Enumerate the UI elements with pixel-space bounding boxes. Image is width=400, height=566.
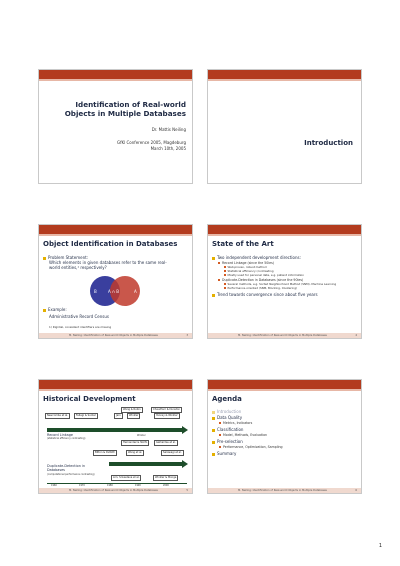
slide-state-of-the-art	[207, 224, 362, 339]
section-title: Introduction	[304, 139, 353, 147]
year-label: 1960	[51, 484, 57, 487]
year-label: 1970	[79, 484, 85, 487]
record-linkage-label: Record Linkage	[47, 433, 73, 437]
bullet-icon	[219, 434, 221, 436]
ref-box: Hernandez & Stolfo	[123, 441, 148, 444]
duplicate-detection-arrowhead	[182, 460, 188, 468]
slide-object-identification	[38, 224, 193, 339]
footer-text: M. Neiling: Identification of Real-world Objects in Multiple Databases	[238, 334, 327, 337]
conference: GfKl Conference 2005, Magdeburg	[117, 140, 186, 145]
presentation-title: Identification of Real-world Objects in Multiple Databases	[64, 100, 186, 118]
bullet-icon	[43, 309, 46, 312]
venn-label-a: A	[134, 289, 137, 294]
slide-title	[38, 69, 193, 184]
bullet-icon	[212, 294, 215, 297]
footer-text: M. Neiling: Identification of Real-world Objects in Multiple Databases	[238, 489, 327, 492]
list-item: Mostly used for personal data, e.g. patient information	[224, 273, 362, 277]
agenda-item: Summary	[212, 451, 360, 456]
list-item: Statistical efficiency (contrasting	[224, 269, 362, 273]
slide-footer	[208, 488, 361, 493]
slide-header-bar	[208, 380, 361, 389]
slide-number: 6	[355, 489, 357, 492]
ref-box: Wang et al.	[128, 451, 143, 454]
record-linkage-arrowhead	[182, 426, 188, 434]
year-label: 2000	[163, 484, 169, 487]
slide-number: 3	[186, 334, 188, 337]
list-item: Two independent development directions:	[212, 255, 360, 260]
agenda-subitem: Model, Methods, Evaluation	[219, 433, 362, 437]
slide-footer	[39, 333, 192, 338]
agenda-list	[212, 409, 360, 456]
list-item: Several methods, e.g. Sorted Neighborhood Method (SNM), Machine Learning	[224, 282, 354, 286]
ref-box: Wang & Rubin	[123, 408, 141, 411]
agenda-item: Classification	[212, 427, 360, 432]
ref-box: Fellegi & Sunter	[76, 414, 96, 417]
list-item: Well-proven, robust method	[224, 265, 362, 269]
agenda-subitem: Performance, Optimization, Sampling	[219, 445, 362, 449]
slide-footer	[208, 333, 361, 338]
ref-box: Chaudhuri & Dunston	[153, 408, 180, 411]
record-linkage-note: (statistical efficiency contrasting)	[47, 437, 86, 440]
duplicate-detection-arrow	[109, 462, 183, 466]
slide-header-bar	[39, 380, 192, 389]
problem-text: Which elements in given databases refer to the same real-world entities,¹ respectively?	[49, 260, 167, 270]
bullet-icon	[224, 266, 226, 268]
ref-box: Yancey & Winkler	[156, 414, 178, 417]
bullet-icon	[224, 283, 226, 285]
list-item: Trend towards convergence since about five years	[212, 292, 360, 297]
year-label: 1990	[135, 484, 141, 487]
duplicate-detection-note: (computational performance contrasting)	[47, 473, 95, 476]
ref-box: Winkler	[129, 414, 139, 417]
ref-box: Sarawagi et al.	[163, 451, 182, 454]
bullet-icon	[219, 446, 221, 448]
slide-header-bar	[208, 225, 361, 234]
slide-header-bar	[208, 70, 361, 79]
slide-introduction	[207, 69, 362, 184]
footer-text: M. Neiling: Identification of Real-world Objects in Multiple Databases	[69, 334, 158, 337]
list-item: Performance-oriented (SNM, Blocking, Clustering)	[224, 286, 362, 290]
footer-text: M. Neiling: Identification of Real-world Objects in Multiple Databases	[69, 489, 158, 492]
record-linkage-arrow	[47, 428, 183, 432]
bullet-icon	[218, 262, 220, 264]
list-item: Record Linkage (since the 50ies)	[218, 261, 362, 265]
problem-label: Problem Statement:	[43, 255, 88, 260]
agenda-subitem: Metrics, Indicators	[219, 421, 362, 425]
list-item: Duplicate-Detection in Databases (since the 90ies)	[218, 278, 362, 282]
slide-number: 5	[186, 489, 188, 492]
bullet-icon	[212, 417, 215, 420]
slide-number: 4	[355, 334, 357, 337]
bullet-icon	[212, 411, 215, 414]
date: March 10th, 2005	[150, 146, 186, 151]
ref-box: Bitton & DeWitt	[95, 451, 115, 454]
venn-label-b: B	[94, 289, 97, 294]
bullet-icon	[212, 453, 215, 456]
slide-historical-development	[38, 379, 193, 494]
bullet-icon	[212, 257, 215, 260]
slide-title: State of the Art	[212, 240, 274, 248]
ref-box: Newcombe et al.	[47, 414, 69, 417]
bullet-icon	[219, 422, 221, 424]
venn-label-intersection: A ∩ B	[108, 289, 119, 294]
bullet-icon	[224, 287, 226, 289]
example-label: Example:	[43, 307, 67, 312]
author: Dr. Mattis Neiling	[151, 127, 186, 132]
ref-box: Galhardas et al.	[156, 441, 176, 444]
footnote: 1) Rigidial, consistent identifiers are missing	[49, 325, 112, 329]
agenda-item: Pre-selection	[212, 439, 360, 444]
ref-box: Lim, Srivastava et al.	[113, 476, 140, 479]
slide-agenda	[207, 379, 362, 494]
ref-box: Jaro	[116, 414, 121, 417]
slide-header-bar	[39, 225, 192, 234]
ref-box: Winkler & Monge	[155, 476, 177, 479]
duplicate-detection-label: Duplicate-Detection in Databases	[47, 464, 86, 472]
agenda-item: Data Quality	[212, 415, 360, 420]
bullet-icon	[224, 274, 226, 276]
winkler-note: Winkler	[137, 434, 146, 437]
slide-title: Historical Development	[43, 395, 136, 403]
slide-title: Agenda	[212, 395, 242, 403]
year-label: 1980	[107, 484, 113, 487]
slide-footer	[39, 488, 192, 493]
bullet-icon	[224, 270, 226, 272]
bullet-icon	[43, 257, 46, 260]
venn-diagram	[79, 275, 151, 307]
slide-header-bar	[39, 70, 192, 79]
slide-title: Object Identification in Databases	[43, 240, 178, 248]
bullet-icon	[218, 279, 220, 281]
bullet-icon	[212, 441, 215, 444]
bullet-icon	[212, 429, 215, 432]
example-text: Administrative Record Census	[49, 314, 109, 319]
state-of-art-list	[212, 255, 360, 297]
agenda-item: Introduction	[212, 409, 360, 414]
page-number: 1	[378, 543, 382, 549]
